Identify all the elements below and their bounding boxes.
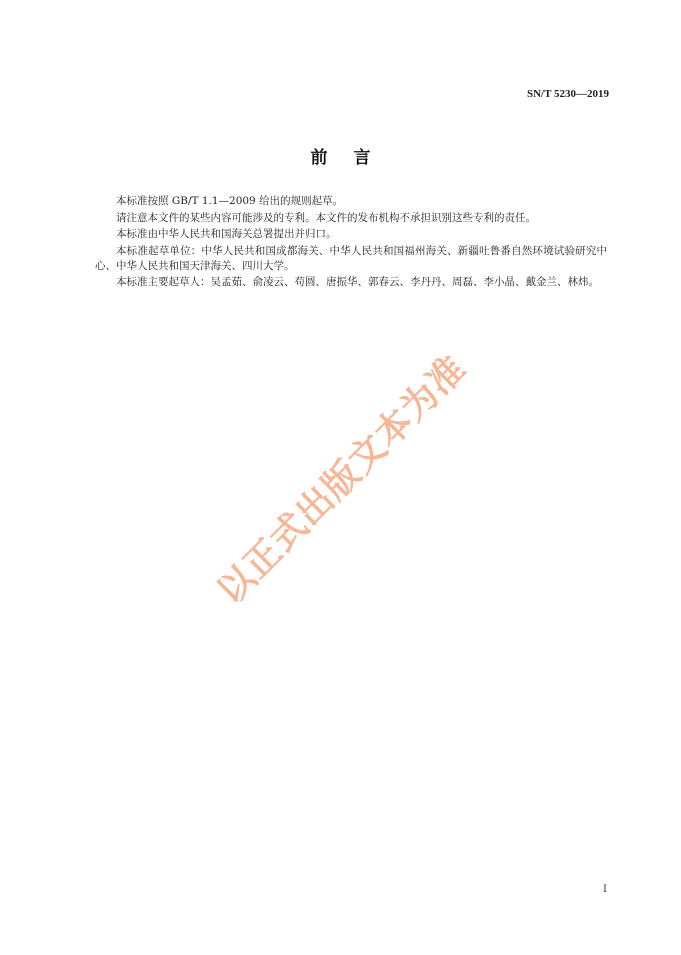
paragraph-drafting-rules: 本标准按照 GB/T 1.1—2009 给出的规则起草。 xyxy=(116,195,344,207)
foreword-body xyxy=(95,194,607,292)
paragraph-drafting-units: 本标准起草单位：中华人民共和国成都海关、中华人民共和国福州海关、新疆吐鲁番自然环境试验研究中心、中华人民共和国天津海关、四川大学。 xyxy=(95,244,607,272)
watermark-stamp: 以正式出版文本为准 xyxy=(209,347,475,613)
paragraph-proposer: 本标准由中华人民共和国海关总署提出并归口。 xyxy=(116,228,337,240)
paragraph-patent-notice: 请注意本文件的某些内容可能涉及的专利。本文件的发布机构不承担识别这些专利的责任。 xyxy=(116,211,536,224)
page-title: 前言 xyxy=(310,148,397,168)
paragraph-drafters: 本标准主要起草人：吴孟茹、俞凌云、苟圆、唐振华、郭春云、李丹丹、周磊、李小晶、戴金兰、林炜。 xyxy=(116,276,599,289)
page-number: I xyxy=(603,884,607,895)
standard-code: SN/T 5230—2019 xyxy=(526,88,609,100)
